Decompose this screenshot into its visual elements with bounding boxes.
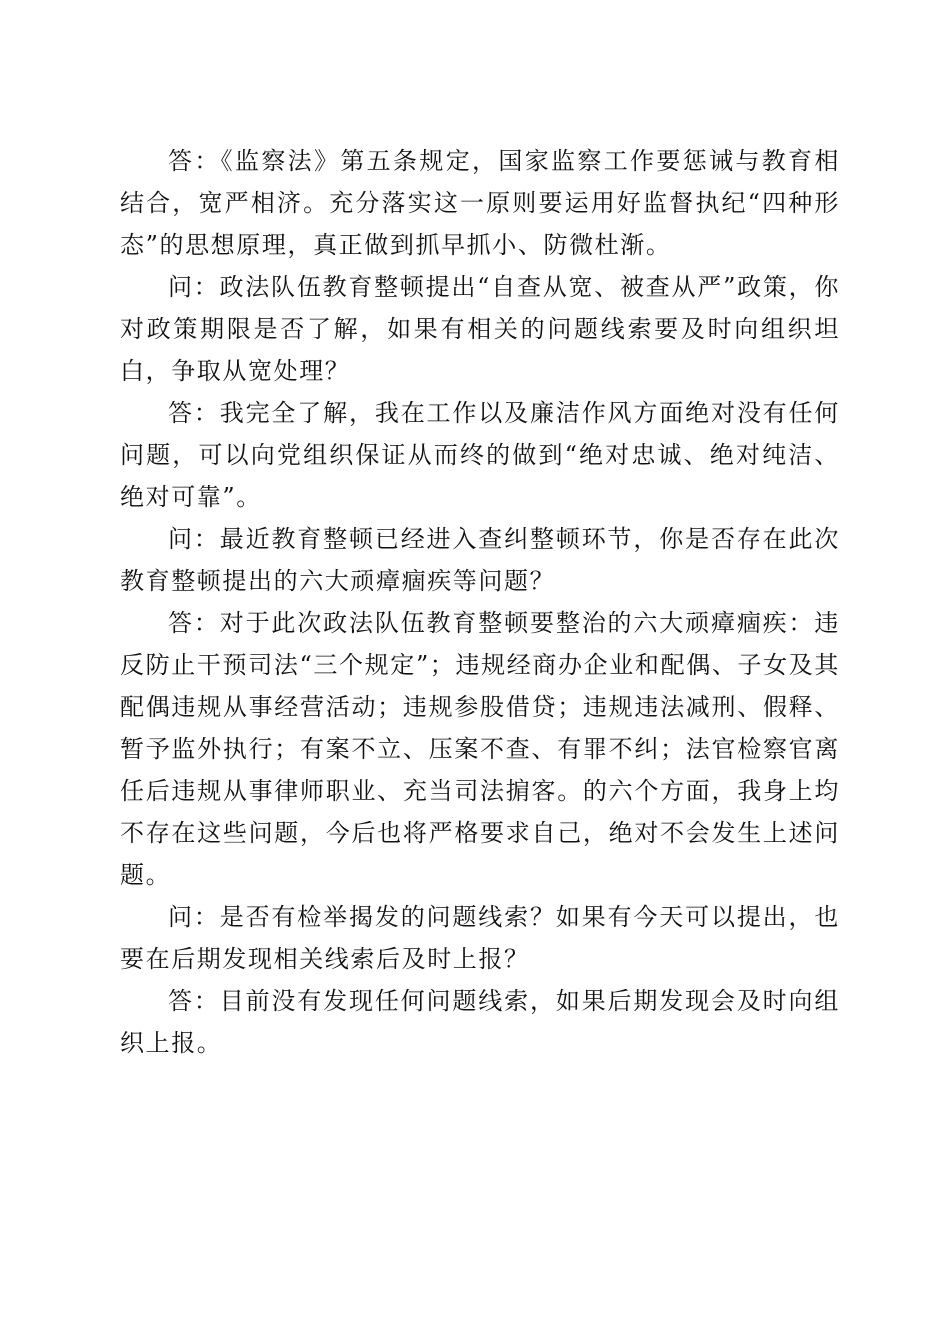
answer-paragraph-4: 答：目前没有发现任何问题线索，如果后期发现会及时向组织上报。 bbox=[120, 987, 840, 1057]
answer-paragraph-1: 答：《监察法》第五条规定，国家监察工作要惩诫与教育相结合，宽严相济。充分落实这一原则要运用好监督执纪“四种形态”的思想原理，真正做到抓早抓小、防微杜渐。 bbox=[120, 147, 840, 259]
answer-paragraph-2: 答：我完全了解，我在工作以及廉洁作风方面绝对没有任何问题，可以向党组织保证从而终的做到“绝对忠诚、绝对纯洁、绝对可靠”。 bbox=[120, 399, 840, 511]
question-paragraph-2: 问：最近教育整顿已经进入查纠整顿环节，你是否存在此次教育整顿提出的六大顽瘴痼疾等问题？ bbox=[120, 525, 840, 595]
question-paragraph-1: 问：政法队伍教育整顿提出“自查从宽、被查从严”政策，你对政策期限是否了解，如果有相关的问题线索要及时向组织坦白，争取从宽处理？ bbox=[120, 273, 840, 385]
answer-paragraph-3: 答：对于此次政法队伍教育整顿要整治的六大顽瘴痼疾：违反防止干预司法“三个规定”；违规经商办企业和配偶、子女及其配偶违规从事经营活动；违规参股借贷；违规违法减刑、假释、暂予监外执行；有案不立、压案不查、有罪不纠；法官检察官离任后违规从事律师职业、充当司法掮客。的六个方面，我身上均不存在这些问题，今后也将严格要求自己，绝对不会发生上述问题。 bbox=[120, 609, 840, 889]
question-paragraph-3: 问：是否有检举揭发的问题线索？如果有今天可以提出，也要在后期发现相关线索后及时上报？ bbox=[120, 903, 840, 973]
document-page bbox=[120, 140, 840, 1064]
